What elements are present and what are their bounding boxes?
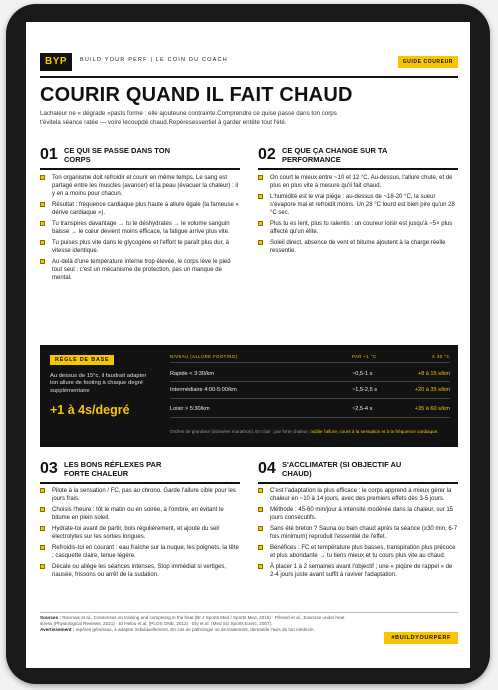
bullet-square-icon — [40, 545, 45, 550]
rule-label: RÈGLE DE BASE — [50, 355, 114, 365]
bullet-square-icon — [258, 194, 263, 199]
bullet-square-icon — [258, 221, 263, 226]
bullet-square-icon — [40, 240, 45, 245]
list-item: À placer 1 à 2 semaines avant l'objectif ; une « piqûre de rappel » de 2-4 jours juste avant suffit à raviver l'adaptation. — [258, 563, 458, 579]
list-item: Ton organisme doit refroidir et courir en même temps. Le sang est partagé entre les muscles (avancer) et la peau (évacuer la chaleur) : il y en a moins pour chacun. — [40, 174, 240, 198]
table-cell: +35 à 60 s/km — [414, 406, 450, 412]
list-item: Soleil direct, absence de vent et bitume ajoutent à la charge réelle ressentie. — [258, 239, 458, 255]
list-item: Méthode : 45-60 min/jour à intensité modérée dans la chaleur, sur 15 jours consécutifs. — [258, 506, 458, 522]
document-page — [26, 22, 470, 668]
rule-note-highlight: oublie l'allure, cours à la sensation et à la fréquence cardiaque. — [310, 429, 439, 434]
list-item: Bénéfices : FC et température plus basses, transpiration plus précoce et plus abondante → tu tiens mieux et tu cours plus vite au chaud. — [258, 544, 458, 560]
table-cell: ~2,5-4 s — [352, 406, 373, 412]
section-03-list — [40, 487, 240, 582]
list-item: Décale ou allège les séances intenses. Stop immédiat si vertiges, nausée, frissons ou arrêt de la sudation. — [40, 563, 240, 579]
list-item: Plus tu es lent, plus tu ralentis : un coureur loisir est jusqu'à ~5× plus affecté qu'un élite. — [258, 220, 458, 236]
footer-sources — [40, 615, 350, 634]
list-item: Tu puises plus vite dans le glycogène et l'effort te paraît plus dur, à vitesse identique. — [40, 239, 240, 255]
footer-divider — [40, 612, 458, 613]
bullet-square-icon — [258, 488, 263, 493]
table-cell: Loisir > 5:30/km — [170, 406, 210, 412]
list-item: Tu transpires davantage → tu te déshydrates → le volume sanguin baisse → le cœur devient moins efficace, la fatigue arrive plus vite. — [40, 220, 240, 236]
list-item: Pilote à la sensation / FC, pas au chrono. Garde l'allure cible pour les jours frais. — [40, 487, 240, 503]
table-cell: ~1,5-2,5 s — [352, 387, 378, 393]
section-01-list — [40, 174, 240, 285]
section-04-list — [258, 487, 458, 582]
bullet-square-icon — [258, 175, 263, 180]
bullet-square-icon — [40, 488, 45, 493]
bullet-square-icon — [40, 221, 45, 226]
list-item: On court le mieux entre ~10 et 12 °C. Au-dessus, l'allure chute, et de plus en plus vite à mesure qu'il fait chaud. — [258, 174, 458, 190]
bullet-square-icon — [40, 564, 45, 569]
bullet-square-icon — [40, 175, 45, 180]
list-item: L'humidité est le vrai piège : au-dessus de ~18-20 °C, la sueur s'évapore mal et refroidit moins. Un 28 °C lourd est bien pire qu'un 28 °C sec. — [258, 193, 458, 217]
section-04-header — [258, 460, 458, 490]
column-header: À 30 °C — [432, 354, 450, 359]
header-divider — [40, 76, 458, 78]
table-cell: Intermédiaire 4:00-5:00/km — [170, 387, 237, 393]
table-cell: +20 à 35 s/km — [414, 387, 450, 393]
list-item: Sans été breton ? Sauna ou bain chaud après ta séance (≥30 min, 6-7 fois minimum) reproduit l'essentiel de l'effet. — [258, 525, 458, 541]
section-title: CE QUI SE PASSE DANS TON CORPS — [64, 146, 170, 164]
page-header — [40, 52, 458, 72]
bullet-square-icon — [258, 564, 263, 569]
section-title: CE QUE ÇA CHANGE SUR TA PERFORMANCE — [282, 146, 388, 164]
rule-band — [40, 345, 458, 447]
bullet-square-icon — [258, 545, 263, 550]
list-item: Hydrate-toi avant de partir, bois régulièrement, et ajoute du sel/ électrolytes sur les sorties longues. — [40, 525, 240, 541]
table-cell: +8 à 15 s/km — [417, 371, 450, 377]
sources-text: Sources : Racinais et al., Consensus on training and competing in the heat (Br J Sports Med / Sports Med, 2015) · Périard et al., Exercise under heat stress (Physiological Reviews, 2021) · El Helou et al. (PLOS ONE, 2012) · Ely et al. (Med Sci Sports Exerc, 2007). — [40, 615, 345, 627]
list-item: Choisis l'heure : tôt le matin ou en soirée, à l'ombre, en évitant le bitume en plein soleil. — [40, 506, 240, 522]
section-number: 04 — [258, 460, 276, 477]
bullet-square-icon — [258, 507, 263, 512]
list-item: Au-delà d'une température interne trop élevée, le corps lève le pied tout seul : c'est un mécanisme de protection, pas un manque de mental. — [40, 258, 240, 282]
page-title: COURIR QUAND IL FAIT CHAUD — [40, 84, 353, 106]
rule-description: Au dessus de 15°c, il faudrait adapter ton allure de footing à chaque degré supplémentaire — [50, 373, 147, 394]
tablet-frame — [6, 4, 490, 684]
header-tagline: BUILD YOUR PERF | LE COIN DU COACH — [80, 57, 228, 63]
table-divider — [170, 398, 450, 399]
section-underline — [40, 482, 240, 484]
table-divider — [170, 417, 450, 418]
warning-text: Avertissement : repères généraux, à adapter individuellement. En cas de pathologie ou de traitement, demande l'avis de ton médecin. — [40, 627, 315, 633]
bullet-square-icon — [40, 507, 45, 512]
section-02-list — [258, 174, 458, 258]
hashtag-badge: #BUILDYOURPERF — [384, 632, 458, 644]
section-number: 03 — [40, 460, 58, 477]
bullet-square-icon — [258, 240, 263, 245]
section-02-header — [258, 146, 458, 176]
section-underline — [40, 168, 240, 170]
table-divider — [170, 381, 450, 382]
list-item: Résultat : fréquence cardiaque plus haute à allure égale (la fameuse « dérive cardiaque »). — [40, 201, 240, 217]
column-header: NIVEAU (ALLURE FOOTING) — [170, 354, 238, 359]
section-title: LES BONS RÉFLEXES PAR FORTE CHALEUR — [64, 460, 162, 478]
section-number: 02 — [258, 146, 276, 163]
section-03-header — [40, 460, 240, 490]
bullet-square-icon — [258, 526, 263, 531]
guide-badge: GUIDE COUREUR — [398, 56, 458, 68]
section-underline — [258, 482, 458, 484]
table-cell: Rapide < 3:30/km — [170, 371, 214, 377]
list-item: C'est l'adaptation la plus efficace : le corps apprend à mieux gérer la chaleur en ~10 à 14 jours, avec des premiers effets dès 3-5 jours. — [258, 487, 458, 503]
bullet-square-icon — [40, 259, 45, 264]
rule-note: Ordres de grandeur (données marathon). En clair : par forte chaleur, oublie l'allure, cours à la sensation et à la fréquence cardiaque. — [170, 429, 439, 434]
section-01-header — [40, 146, 240, 176]
bullet-square-icon — [40, 202, 45, 207]
section-number: 01 — [40, 146, 58, 163]
table-divider — [170, 362, 450, 363]
table-cell: ~0,5-1 s — [352, 371, 373, 377]
bullet-square-icon — [40, 526, 45, 531]
list-item: Refroidis-toi en courant : eau fraîche sur la nuque, les poignets, la tête ; casquette claire, tenue légère. — [40, 544, 240, 560]
byp-logo: BYP — [40, 53, 72, 71]
column-header: PAR +1 °C — [352, 354, 377, 359]
section-title: S'ACCLIMATER (SI OBJECTIF AU CHAUD) — [282, 460, 402, 478]
intro-text: Lachaleur ne « dégrade »pasts forme : elle ajouteune contrainte.Comprendre ce quise passe dans ton corps t'évitela séance ratée — voire lecoupdé chaud.Repèresessentiel à garder entête tout l'été. — [40, 110, 337, 126]
section-underline — [258, 168, 458, 170]
rule-highlight: +1 à 4s/degré — [50, 403, 130, 417]
